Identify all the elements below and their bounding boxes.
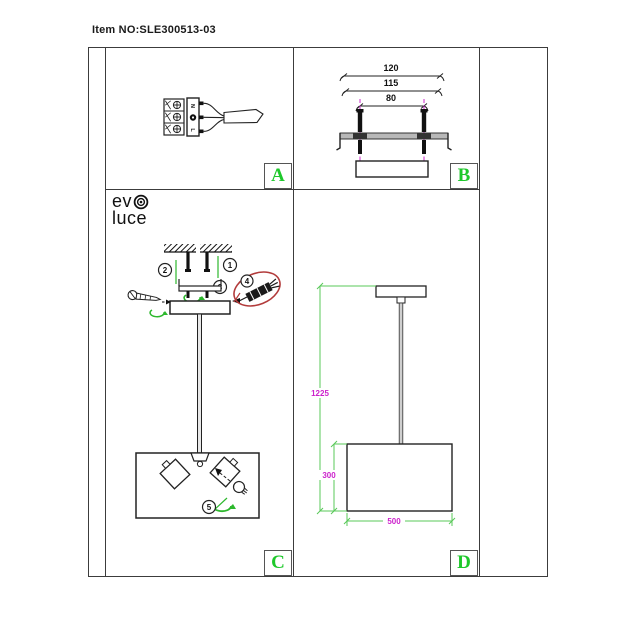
- panel-a-label-box: [264, 163, 292, 189]
- step-1-marker: 1: [227, 261, 233, 270]
- brand-logo-line2: luce: [112, 208, 148, 228]
- panel-a-letter: A: [271, 165, 285, 186]
- canopy-icon: [376, 286, 426, 297]
- panel-c-letter: C: [271, 552, 285, 573]
- panel-c-label-box: [264, 550, 292, 576]
- ceiling-hatch-icon: [164, 244, 232, 252]
- canopy-stub: [397, 297, 405, 303]
- panel-d-letter: D: [457, 552, 471, 573]
- wires-icon: [199, 102, 224, 134]
- panel-c-assembly-diagram: [106, 190, 293, 577]
- terminal-n-label: N: [189, 104, 195, 108]
- mounting-bracket-icon: [337, 133, 452, 150]
- mounting-screws-upper: [357, 109, 428, 132]
- panel-d-dimension-diagram: [294, 190, 479, 577]
- screw-centerlines: [360, 99, 424, 165]
- svg-text:120: 120: [383, 63, 399, 73]
- terminal-l-label: L: [189, 128, 195, 132]
- pendant-dimension-drawing: [294, 190, 479, 577]
- earth-ground-icon: [190, 114, 196, 120]
- panel-b-dimension-diagram: [294, 47, 479, 189]
- suspension-rod: [198, 314, 202, 453]
- ceiling-screws-icon: [185, 252, 210, 272]
- panel-a-connector-diagram: [106, 47, 293, 189]
- step-5-marker: 5: [206, 503, 212, 512]
- panel-b-label-box: [450, 163, 478, 189]
- cable-sleeve-icon: [224, 110, 263, 124]
- dimension-80: [356, 93, 428, 111]
- side-screw-icon: [127, 290, 160, 303]
- rotation-arrow-icon-2: [150, 310, 168, 317]
- brand-logo-line1: ev: [112, 191, 133, 211]
- panel-grid: [105, 47, 480, 577]
- shade-height-label: 300: [322, 471, 336, 480]
- screw-terminal-icon: [164, 99, 184, 135]
- overall-height-label: 1225: [311, 389, 329, 398]
- suspension-rod: [399, 303, 403, 444]
- canopy-icon: [170, 301, 230, 314]
- mounting-screws-lower: [358, 140, 426, 154]
- canopy-icon: [356, 161, 428, 177]
- step-4-marker: 4: [244, 277, 250, 286]
- shade-width-label: 500: [387, 517, 401, 526]
- terminal-label-strip: [187, 98, 199, 136]
- item-number: Item NO:SLE300513-03: [92, 24, 216, 36]
- panel-b-letter: B: [457, 165, 471, 186]
- panel-d-label-box: [450, 550, 478, 576]
- svg-text:115: 115: [383, 78, 399, 88]
- svg-text:80: 80: [385, 93, 397, 103]
- alignment-guides: [176, 256, 218, 284]
- lampshade-icon: [347, 444, 452, 511]
- step-2-marker: 2: [162, 266, 168, 275]
- assembly-drawing: [106, 190, 293, 577]
